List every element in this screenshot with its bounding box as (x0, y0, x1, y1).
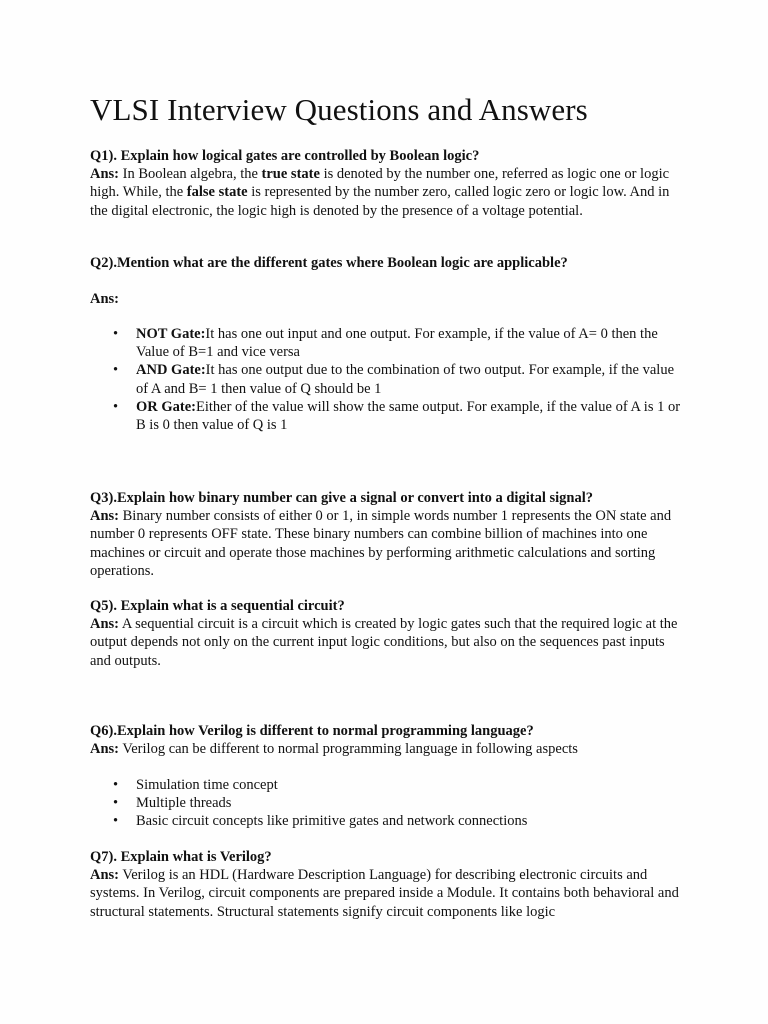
answer-label: Ans: (90, 166, 120, 183)
gate-label: OR Gate: (136, 398, 196, 415)
answer-q6 (90, 740, 685, 758)
qa-section-q7 (90, 848, 685, 921)
question-q3: Q3).Explain how binary number can give a signal or convert into a digital signal? (90, 490, 593, 506)
bullet-icon: • (113, 326, 119, 342)
question-q5: Q5). Explain what is a sequential circuit? (90, 598, 345, 614)
bullet-icon: • (113, 813, 119, 830)
bullet-icon: • (113, 362, 119, 379)
answer-text: A sequential circuit is a circuit which is created by logic gates such that the required logic at the output depends not only on the current input logic conditions, but also on the sequences past inputs and outputs. (90, 616, 678, 669)
bullet-icon: • (113, 777, 119, 793)
question-q6: Q6).Explain how Verilog is different to normal programming language? (90, 723, 534, 739)
answer-label: Ans: (90, 741, 120, 758)
qa-section-q3 (90, 489, 685, 580)
emphasis-false-state: false state (186, 184, 248, 201)
gate-list (90, 325, 685, 434)
gate-label: AND Gate: (136, 362, 206, 379)
list-item-text: Basic circuit concepts like primitive gates and network connections (136, 813, 528, 830)
bullet-icon: • (113, 398, 119, 415)
list-item-and-gate (90, 361, 685, 397)
list-item-or-gate (90, 398, 685, 434)
qa-section-q2 (90, 254, 685, 272)
answer-text: In Boolean algebra, the (119, 166, 262, 183)
answer-q5 (90, 615, 685, 670)
answer-q7 (90, 866, 685, 921)
page-title: VLSI Interview Questions and Answers (90, 92, 588, 127)
list-item (90, 794, 685, 812)
gate-description: It has one output due to the combination of two output. For example, if the value of A and B= 1 then value of Q should be 1 (136, 362, 675, 397)
answer-q3 (90, 507, 685, 580)
gate-description: Either of the value will show the same output. For example, if the value of A is 1 or B is 0 then value of Q is 1 (136, 398, 681, 434)
list-item-text: Simulation time concept (136, 777, 278, 793)
answer-label: Ans: (90, 616, 120, 633)
emphasis-true-state: true state (261, 166, 320, 183)
qa-section-q1 (90, 147, 685, 220)
answer-label: Ans: (90, 291, 120, 307)
list-item (90, 776, 685, 794)
list-item-text: Multiple threads (136, 795, 232, 812)
question-q7: Q7). Explain what is Verilog? (90, 849, 272, 865)
answer-label: Ans: (90, 508, 120, 525)
qa-section-q6 (90, 722, 685, 758)
bullet-icon: • (113, 795, 119, 812)
answer-text: Binary number consists of either 0 or 1, in simple words number 1 represents the ON state and number 0 represents OFF state. These binary numbers can combine billion of machines into one machines or circuit and operate those machines by performing arithmetic calculations and sorting operations. (90, 508, 672, 579)
answer-text: is represented by the number zero, called logic zero or logic low. And in the digital electronic, the logic high is denoted by the presence of a voltage potential. (90, 184, 670, 219)
answer-text: Verilog can be different to normal programming language in following aspects (119, 741, 578, 758)
answer-text: Verilog is an HDL (Hardware Description Language) for describing electronic circuits and systems. In Verilog, circuit components are prepared inside a Module. It contains both behavioral and structural statements. Structural statements signify circuit components like logic (90, 867, 679, 920)
answer-label: Ans: (90, 867, 120, 884)
qa-section-q5 (90, 597, 685, 670)
answer-q1 (90, 165, 685, 220)
list-item-not-gate (90, 325, 685, 361)
answer-label-q2-block (90, 290, 685, 308)
verilog-aspects-list (90, 776, 685, 831)
question-q1: Q1). Explain how logical gates are controlled by Boolean logic? (90, 148, 480, 164)
question-q2: Q2).Mention what are the different gates where Boolean logic are applicable? (90, 255, 568, 271)
gate-description: It has one out input and one output. For example, if the value of A= 0 then the Value of B=1 and vice versa (136, 326, 658, 361)
gate-label: NOT Gate: (136, 326, 206, 342)
answer-text: is denoted by the number one, referred as logic one or logic high. While, the (90, 166, 670, 201)
list-item (90, 812, 685, 830)
